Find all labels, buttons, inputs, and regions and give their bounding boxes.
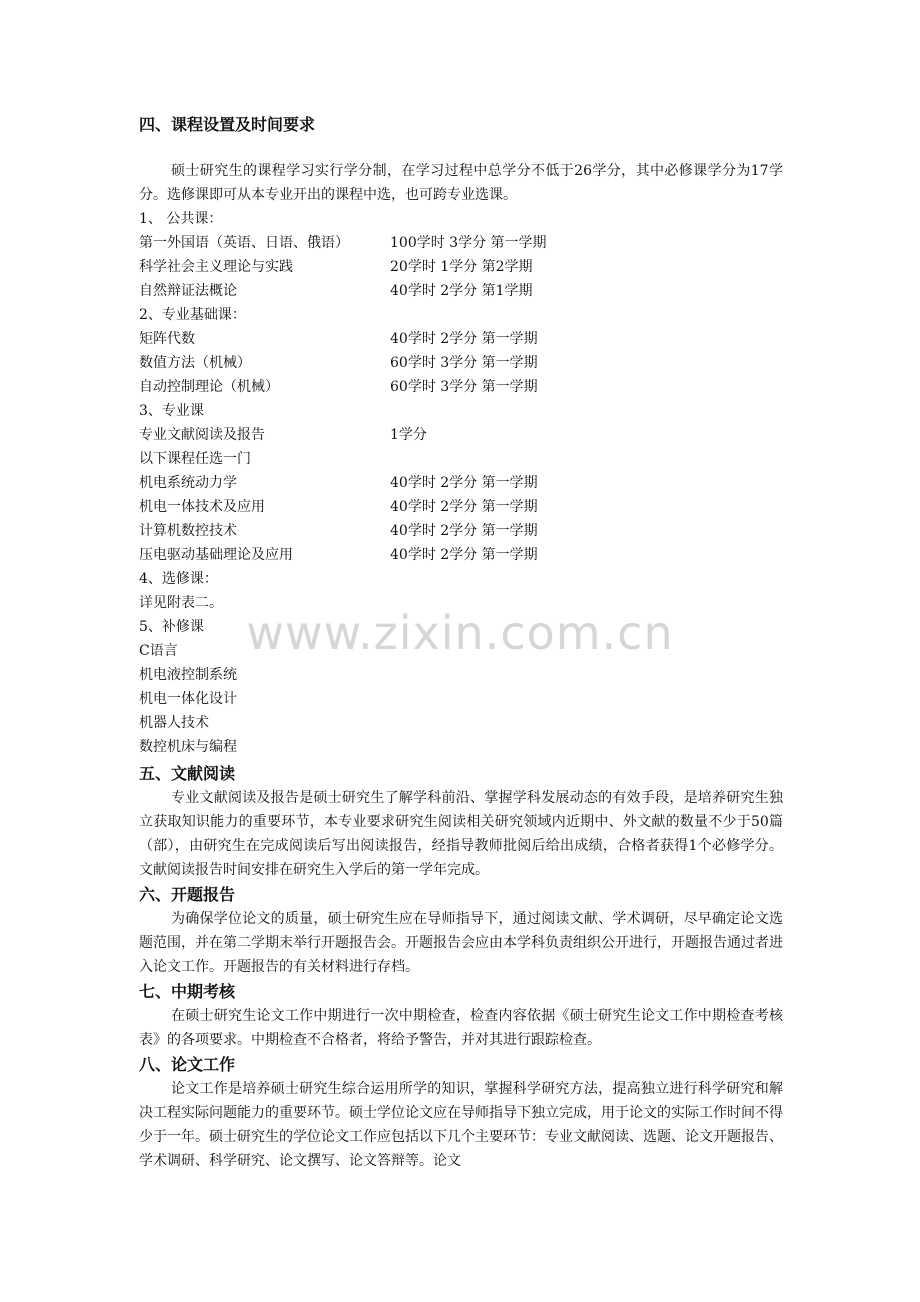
remedial-course: 机电液控制系统 [139,667,237,683]
course-row [139,423,739,447]
course-row [139,375,739,399]
course-row [139,351,739,375]
course-info: 40学时 2学分 第一学期 [390,523,538,539]
course-name: 数值方法（机械） [139,355,251,371]
course-row [139,327,739,351]
basic-courses-title: 2、专业基础课： [139,307,246,323]
remedial-course: 数控机床与编程 [139,739,237,755]
course-info: 20学时 1学分 第2学期 [390,259,533,275]
course-name: 自然辩证法概论 [139,283,237,299]
course-row [139,279,739,303]
course-info: 60学时 3学分 第一学期 [390,379,538,395]
course-name: 专业文献阅读及报告 [139,427,265,443]
course-row [139,519,739,543]
elective-courses-title: 4、选修课： [139,571,218,587]
course-info: 40学时 2学分 第一学期 [390,547,538,563]
course-name: 计算机数控技术 [139,523,237,539]
course-row [139,255,739,279]
course-name: 科学社会主义理论与实践 [139,259,293,275]
course-info: 40学时 2学分 第1学期 [390,283,533,299]
course-info: 40学时 2学分 第一学期 [390,499,538,515]
section-5-heading: 五、文献阅读 [139,764,236,783]
course-name: 第一外国语（英语、日语、俄语） [139,235,349,251]
public-courses-title: 1、 公共课： [139,211,223,227]
remedial-course: 机电一体化设计 [139,691,237,707]
remedial-courses-title: 5、补修课 [139,619,204,635]
watermark: www.zixin.com.cn [246,606,674,660]
course-name: 机电一体技术及应用 [139,499,265,515]
remedial-course: 机器人技术 [139,715,209,731]
section-4-intro: 硕士研究生的课程学习实行学分制，在学习过程中总学分不低于26学分，其中必修课学分为17学分。选修课即可从本专业开出的课程中选，也可跨专业选课。 [139,163,783,203]
course-row [139,495,739,519]
course-row [139,543,739,567]
major-courses-title: 3、专业课 [139,403,204,419]
course-info: 40学时 2学分 第一学期 [390,331,538,347]
section-6-heading: 六、开题报告 [139,885,236,904]
course-info: 40学时 2学分 第一学期 [390,475,538,491]
course-row [139,231,739,255]
course-name: 自动控制理论（机械） [139,379,279,395]
section-6-body: 为确保学位论文的质量，硕士研究生应在导师指导下，通过阅读文献、学术调研，尽早确定论文选题范围，并在第二学期末举行开题报告会。开题报告会应由本学科负责组织公开进行，开题报告通过者进入论文工作。开题报告的有关材料进行存档。 [139,911,783,975]
section-5-body: 专业文献阅读及报告是硕士研究生了解学科前沿、掌握学科发展动态的有效手段，是培养研究生独立获取知识能力的重要环节，本专业要求研究生阅读相关研究领域内近期中、外文献的数量不少于50篇（部），由研究生在完成阅读后写出阅读报告，经指导教师批阅后给出成绩，合格者获得1个必修学分。文献阅读报告时间安排在研究生入学后的第一学年完成。 [139,790,783,878]
course-row [139,471,739,495]
remedial-course: C语言 [139,643,178,659]
course-info: 60学时 3学分 第一学期 [390,355,538,371]
course-info: 1学分 [390,427,427,443]
section-7-heading: 七、中期考核 [139,982,236,1001]
section-4-heading: 四、课程设置及时间要求 [139,115,316,134]
section-7-body: 在硕士研究生论文工作中期进行一次中期检查，检查内容依据《硕士研究生论文工作中期检查考核表》的各项要求。中期检查不合格者，将给予警告，并对其进行跟踪检查。 [139,1008,783,1048]
choose-one-note: 以下课程任选一门 [139,451,251,467]
elective-note: 详见附表二。 [139,595,223,611]
course-name: 机电系统动力学 [139,475,237,491]
course-info: 100学时 3学分 第一学期 [390,235,547,251]
section-8-body: 论文工作是培养硕士研究生综合运用所学的知识，掌握科学研究方法，提高独立进行科学研究和解决工程实际问题能力的重要环节。硕士学位论文应在导师指导下独立完成，用于论文的实际工作时间不得少于一年。硕士研究生的学位论文工作应包括以下几个主要环节：专业文献阅读、选题、论文开题报告、学术调研、科学研究、论文撰写、论文答辩等。论文 [139,1081,783,1169]
course-name: 压电驱动基础理论及应用 [139,547,293,563]
section-8-heading: 八、论文工作 [139,1055,236,1074]
course-name: 矩阵代数 [139,331,195,347]
